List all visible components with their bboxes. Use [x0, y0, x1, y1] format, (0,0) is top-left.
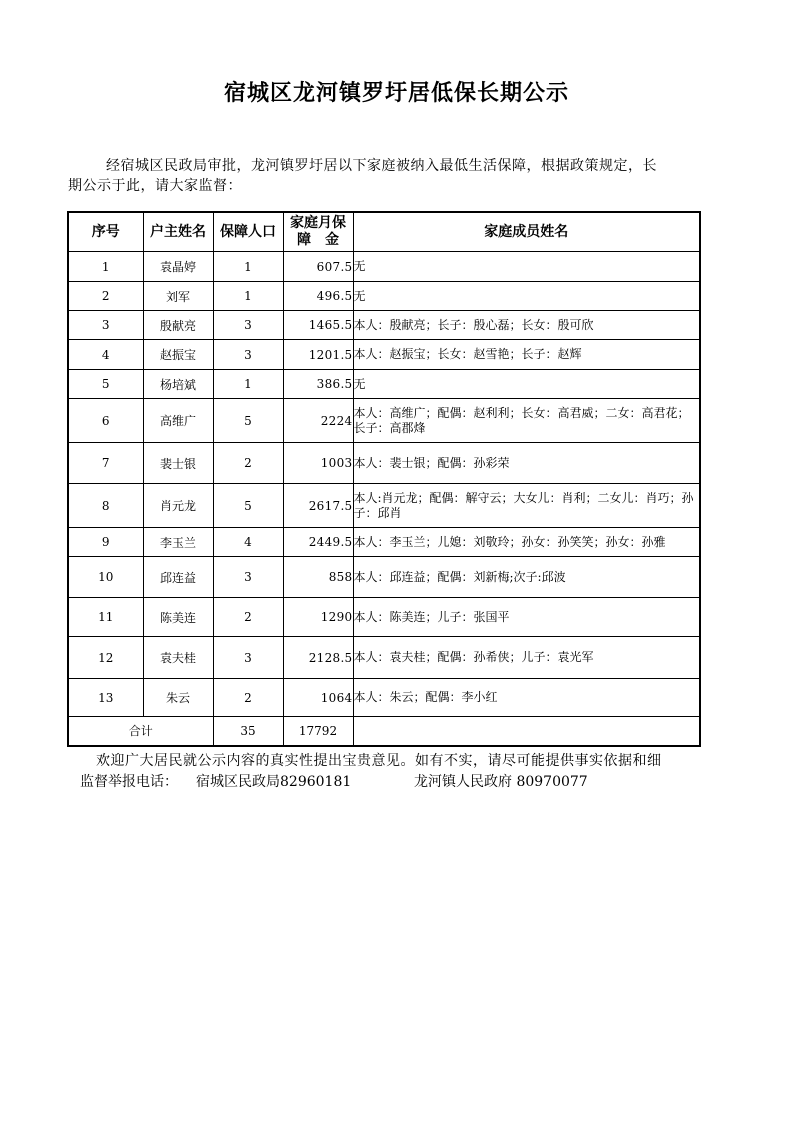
row-covered-count: 2 [213, 598, 283, 637]
row-members: 无 [353, 370, 700, 399]
row-covered-count: 3 [213, 637, 283, 679]
row-seq: 1 [68, 252, 143, 282]
row-members: 本人：裴士银；配偶：孙彩荣 [353, 443, 700, 484]
table-row [68, 311, 700, 340]
row-seq: 8 [68, 484, 143, 528]
row-monthly-amount: 858 [283, 557, 353, 598]
row-members: 本人：高维广；配偶：赵利利；长女：高君威；二女：高君花；长子：高郡烽 [353, 399, 700, 443]
intro-paragraph: 经宿城区民政局审批，龙河镇罗圩居以下家庭被纳入最低生活保障，根据政策规定，长期公示于此，请大家监督： [68, 158, 657, 194]
row-members: 本人：殷献亮；长子：殷心磊；长女：殷可欣 [353, 311, 700, 340]
total-amount: 17792 [283, 717, 353, 746]
row-seq: 2 [68, 282, 143, 311]
hotline-label: 监督举报电话： [80, 774, 178, 790]
header-members: 家庭成员姓名 [353, 212, 700, 252]
row-monthly-amount: 1290 [283, 598, 353, 637]
row-seq: 3 [68, 311, 143, 340]
total-row [68, 717, 700, 746]
row-monthly-amount: 2128.5 [283, 637, 353, 679]
row-members: 本人：袁夫桂；配偶：孙希侠；儿子：袁光军 [353, 637, 700, 679]
total-members-empty [353, 717, 700, 746]
row-seq: 6 [68, 399, 143, 443]
header-monthly-amount [283, 212, 353, 252]
row-monthly-amount: 386.5 [283, 370, 353, 399]
row-monthly-amount: 1003 [283, 443, 353, 484]
row-seq: 4 [68, 340, 143, 370]
table-row [68, 598, 700, 637]
row-monthly-amount: 2617.5 [283, 484, 353, 528]
row-monthly-amount: 1201.5 [283, 340, 353, 370]
row-head-name: 朱云 [143, 679, 213, 717]
bureau-contact: 宿城区民政局82960181 [196, 774, 352, 790]
row-members: 无 [353, 252, 700, 282]
footer-hotline [80, 771, 588, 791]
header-monthly-amount-line1: 家庭月保 [290, 215, 346, 231]
row-monthly-amount: 607.5 [283, 252, 353, 282]
row-head-name: 李玉兰 [143, 528, 213, 557]
row-seq: 12 [68, 637, 143, 679]
row-covered-count: 3 [213, 557, 283, 598]
table-row [68, 370, 700, 399]
row-head-name: 邱连益 [143, 557, 213, 598]
row-members: 无 [353, 282, 700, 311]
row-head-name: 肖元龙 [143, 484, 213, 528]
row-covered-count: 1 [213, 252, 283, 282]
row-head-name: 袁夫桂 [143, 637, 213, 679]
header-seq: 序号 [68, 212, 143, 252]
table-row [68, 340, 700, 370]
table-row [68, 637, 700, 679]
row-seq: 9 [68, 528, 143, 557]
row-covered-count: 3 [213, 311, 283, 340]
row-members: 本人:肖元龙；配偶：解守云；大女儿：肖利；二女儿：肖巧；孙子：邱肖 [353, 484, 700, 528]
total-count: 35 [213, 717, 283, 746]
header-covered-count: 保障人口 [213, 212, 283, 252]
row-monthly-amount: 496.5 [283, 282, 353, 311]
subsistence-roster-table [67, 211, 701, 747]
row-monthly-amount: 2224 [283, 399, 353, 443]
row-members: 本人：陈美连；儿子：张国平 [353, 598, 700, 637]
town-contact: 龙河镇人民政府 80970077 [414, 774, 588, 790]
row-head-name: 殷献亮 [143, 311, 213, 340]
row-covered-count: 2 [213, 443, 283, 484]
row-seq: 13 [68, 679, 143, 717]
row-monthly-amount: 1064 [283, 679, 353, 717]
table-row [68, 528, 700, 557]
table-row [68, 679, 700, 717]
row-seq: 10 [68, 557, 143, 598]
table-row [68, 484, 700, 528]
row-covered-count: 2 [213, 679, 283, 717]
table-row [68, 252, 700, 282]
table-row [68, 282, 700, 311]
row-covered-count: 5 [213, 399, 283, 443]
row-monthly-amount: 1465.5 [283, 311, 353, 340]
page-title: 宿城区龙河镇罗圩居低保长期公示 [223, 81, 569, 106]
row-members: 本人：赵振宝；长女：赵雪艳；长子：赵辉 [353, 340, 700, 370]
row-covered-count: 4 [213, 528, 283, 557]
row-seq: 5 [68, 370, 143, 399]
total-label: 合计 [68, 717, 213, 746]
row-members: 本人：李玉兰；儿媳：刘敬玲；孙女：孙笑笑；孙女：孙雅 [353, 528, 700, 557]
row-head-name: 裴士银 [143, 443, 213, 484]
row-members: 本人：邱连益；配偶：刘新梅;次子:邱波 [353, 557, 700, 598]
row-head-name: 刘军 [143, 282, 213, 311]
row-head-name: 赵振宝 [143, 340, 213, 370]
row-members: 本人：朱云；配偶：李小红 [353, 679, 700, 717]
row-seq: 7 [68, 443, 143, 484]
row-covered-count: 5 [213, 484, 283, 528]
row-covered-count: 3 [213, 340, 283, 370]
row-head-name: 高维广 [143, 399, 213, 443]
table-row [68, 443, 700, 484]
header-head-name: 户主姓名 [143, 212, 213, 252]
row-head-name: 陈美连 [143, 598, 213, 637]
row-covered-count: 1 [213, 370, 283, 399]
row-covered-count: 1 [213, 282, 283, 311]
table-row [68, 557, 700, 598]
table-header-row [68, 212, 700, 252]
row-seq: 11 [68, 598, 143, 637]
row-head-name: 袁晶婷 [143, 252, 213, 282]
footer-notice: 欢迎广大居民就公示内容的真实性提出宝贵意见。如有不实，请尽可能提供事实依据和细 [96, 753, 662, 769]
row-head-name: 杨培斌 [143, 370, 213, 399]
table-row [68, 399, 700, 443]
row-monthly-amount: 2449.5 [283, 528, 353, 557]
header-monthly-amount-line2: 障 金 [297, 232, 339, 248]
